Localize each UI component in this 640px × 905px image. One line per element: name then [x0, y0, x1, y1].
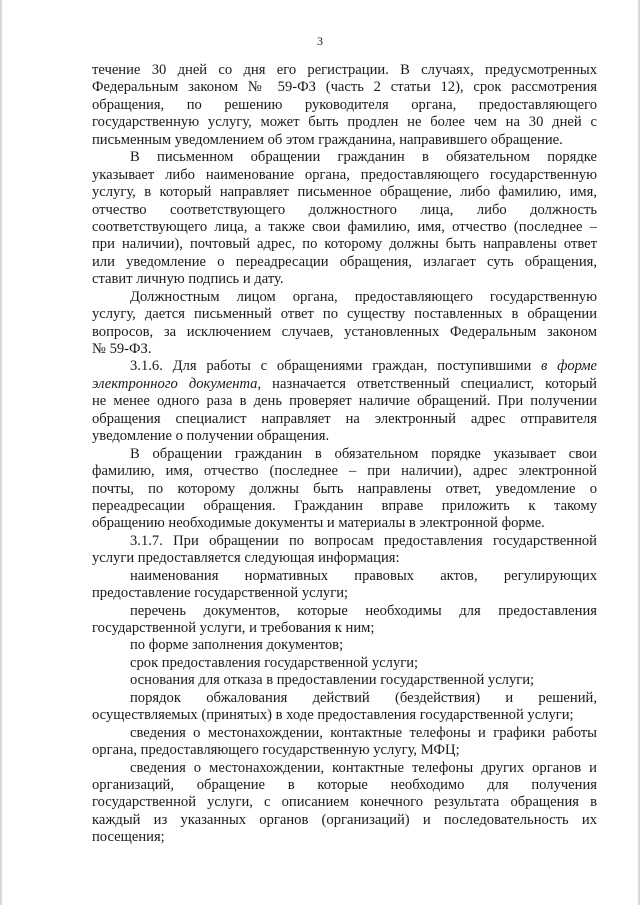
line-text: обращения, по решению руководителя органа, предоставляющего [92, 96, 597, 113]
line-text: переадресации обращения. Гражданин вправе приложить к такому [92, 497, 597, 514]
line-text: органа, предоставляющего государственную услугу, МФЦ; [92, 742, 460, 759]
text-line [92, 637, 597, 654]
text-line [92, 219, 597, 236]
text-line [92, 358, 597, 375]
line-text: государственную услугу, может быть продлен не более чем на 30 дней с [92, 114, 597, 131]
line-text: № 59-ФЗ. [92, 341, 152, 357]
text-line [92, 254, 597, 271]
line-text: предоставление государственной услуги; [92, 585, 349, 602]
text-line [92, 515, 597, 532]
text-line [92, 550, 597, 567]
page-edge-left [0, 0, 3, 905]
line-text: перечень документов, которые необходимы для предоставления [130, 602, 597, 619]
line-text: наименования нормативных правовых актов, регулирующих [130, 567, 597, 584]
line-text: соответствующего лица, а также свои фамилию, имя, отчество (последнее – [92, 218, 597, 235]
text-line [92, 620, 597, 637]
line-text: основания для отказа в предоставлении государственной услуги; [130, 672, 535, 689]
text-line [92, 603, 597, 620]
line-text: вопросов, за исключением случаев, установленных Федеральным законом [92, 323, 597, 340]
text-line [92, 463, 597, 480]
line-text: государственной услуги, и требования к ним; [92, 620, 375, 636]
text-line [92, 289, 597, 306]
text-line [92, 202, 597, 219]
line-text: Федеральным законом № 59-ФЗ (часть 2 статьи 12), срок рассмотрения [92, 79, 597, 96]
line-text: каждый из указанных органов (организаций) и последовательность их [92, 811, 597, 828]
line-text: или уведомление о переадресации обращения, излагает суть обращения, [92, 253, 597, 270]
text-line [92, 707, 597, 724]
text-line [92, 533, 597, 550]
line-text: осуществляемых (принятых) в ходе предоставления государственной услуги; [92, 707, 574, 724]
italic-text: электронного документа [92, 375, 258, 392]
text-line [92, 62, 597, 79]
line-text: Должностным лицом органа, предоставляющего государственную [130, 288, 597, 305]
text-line [92, 742, 597, 759]
text-line [92, 393, 597, 410]
line-text: почты, по которому должны быть направлены ответ, уведомление о [92, 480, 597, 497]
text-line [92, 184, 597, 201]
text-line [92, 324, 597, 341]
line-text: при наличии), почтовый адрес, по которому должны быть направлены ответ [92, 236, 597, 253]
line-text: услугу, дается письменный ответ по существу поставленных в обращении [92, 306, 597, 323]
text-line [92, 411, 597, 428]
text-line [92, 829, 597, 846]
text-line [92, 498, 597, 515]
line-text: отчество соответствующего должностного лица, либо должность [92, 201, 597, 218]
text-line [92, 97, 597, 114]
line-text: ставит личную подпись и дату. [92, 271, 284, 288]
text-line [92, 149, 597, 166]
line-text: сведения о местонахождении, контактные телефоны других органов и [130, 759, 597, 776]
text-line [92, 568, 597, 585]
text-line [92, 271, 597, 288]
line-text: срок предоставления государственной услуги; [130, 654, 419, 671]
line-text: сведения о местонахождении, контактные телефоны и графики работы [130, 724, 597, 741]
text-line [92, 376, 597, 393]
text-line [92, 655, 597, 672]
line-text: 3.1.7. При обращении по вопросам предоставления государственной [130, 532, 597, 549]
text-line [92, 79, 597, 96]
line-text: указывает либо наименование органа, предоставляющего государственную [92, 166, 597, 183]
text-line [92, 794, 597, 811]
text-line [92, 725, 597, 742]
text-line [92, 585, 597, 602]
line-text: обращения специалист направляет на электронный адрес отправителя [92, 410, 597, 427]
line-text: течение 30 дней со дня его регистрации. В случаях, предусмотренных [92, 62, 597, 78]
line-text: организаций, обращение в которые необходимо для получения [92, 776, 597, 793]
text-line [92, 341, 597, 358]
text-line [92, 760, 597, 777]
line-text: обращению необходимые документы и материалы в электронной форме. [92, 515, 545, 532]
line-text: услугу, в который направляет письменное обращение, либо фамилию, имя, [92, 184, 597, 201]
text-line [92, 236, 597, 253]
text-line [92, 446, 597, 463]
line-text: , назначается ответственный специалист, который [257, 375, 597, 392]
text-line [92, 132, 597, 149]
line-text: услуги предоставляется следующая информация: [92, 550, 400, 567]
text-line [92, 167, 597, 184]
page-number: 3 [317, 34, 323, 48]
text-line [92, 672, 597, 689]
italic-text: в форме [541, 358, 597, 375]
line-text: фамилию, имя, отчество (последнее – при наличии), адрес электронной [92, 463, 597, 480]
text-line [92, 114, 597, 131]
line-text: порядок обжалования действий (бездействия) и решений, [130, 689, 597, 706]
line-text: В письменном обращении гражданин в обязательном порядке [130, 149, 597, 166]
line-text: 3.1.6. Для работы с обращениями граждан, поступившими [130, 358, 532, 375]
line-text: уведомление о получении обращения. [92, 428, 330, 445]
text-line [92, 481, 597, 498]
text-line [92, 306, 597, 323]
line-text: государственной услуги, с описанием конечного результата обращения в [92, 794, 597, 811]
line-text: В обращении гражданин в обязательном порядке указывает свои [130, 445, 597, 462]
text-line [92, 812, 597, 829]
line-text: посещения; [92, 829, 165, 846]
line-text: не менее одного раза в день проверяет наличие обращений. При получении [92, 393, 597, 410]
text-line [92, 690, 597, 707]
text-line [92, 428, 597, 445]
line-text: письменным уведомлением об этом гражданина, направившего обращение. [92, 131, 563, 148]
text-line [92, 777, 597, 794]
document-body [92, 62, 597, 847]
line-text: по форме заполнения документов; [130, 637, 344, 654]
